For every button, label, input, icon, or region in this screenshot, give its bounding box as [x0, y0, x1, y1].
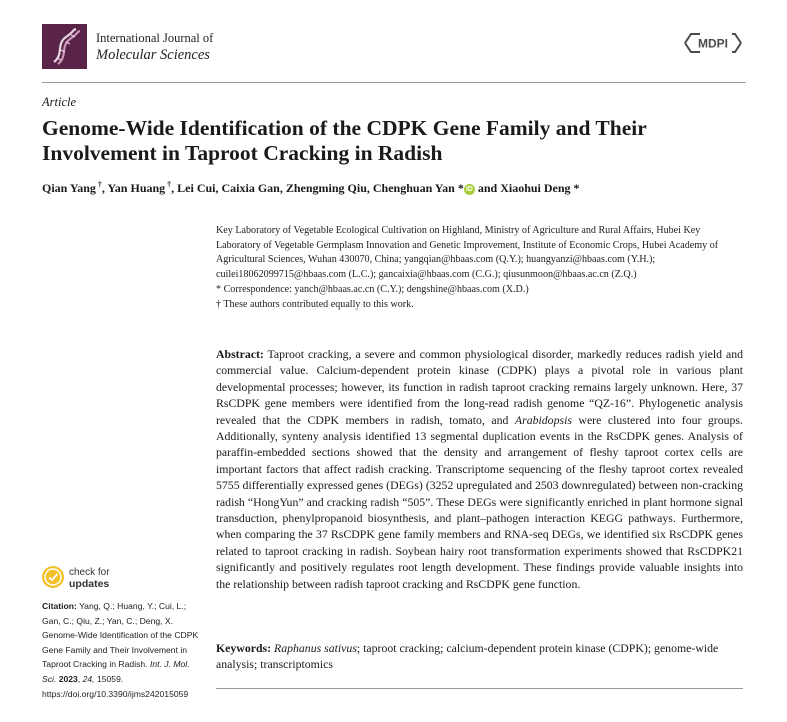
citation-year: 2023: [58, 673, 78, 684]
author-name: Xiaohui Deng: [500, 181, 571, 195]
author-list: Qian Yang †, Yan Huang †, Lei Cui, Caixia Gan, Zhengming Qiu, Chenghuan Yan * iD and Xiaohui Deng *: [42, 180, 580, 195]
author-name: Zhengming Qiu: [285, 181, 367, 195]
author-name: Lei Cui: [177, 181, 216, 195]
author-name: Qian Yang: [42, 181, 96, 195]
article-type: Article: [42, 95, 77, 109]
journal-name-line1: International Journal of: [96, 31, 214, 45]
keywords-label: Keywords:: [216, 641, 272, 655]
author-mark: *: [457, 181, 464, 195]
keywords-text: ; taproot cracking; calcium-dependent protein kinase (CDPK); genome-wide analysis; transcriptomics: [216, 641, 719, 672]
author-connector: and: [477, 181, 498, 195]
citation-label: Citation:: [42, 601, 77, 611]
abstract: [216, 346, 743, 592]
check-for-updates-button[interactable]: [42, 566, 162, 596]
author-mark: †: [97, 180, 102, 189]
mdpi-logo-icon: [682, 31, 744, 55]
citation-doi[interactable]: 15059. https://doi.org/10.3390/ijms242015059: [42, 673, 189, 699]
equal-contribution-note: † These authors contributed equally to this work.: [216, 298, 414, 310]
keywords: [216, 640, 743, 673]
keywords-divider: [216, 688, 743, 689]
correspondence-note: * Correspondence: yanch@hbaas.ac.cn (C.Y.); dengshine@hbaas.com (X.D.): [216, 283, 529, 295]
author-name: Yan Huang: [107, 181, 166, 195]
abstract-text-1: Taproot cracking, a severe and common physiological disorder, markedly reduces radish yield and commercial value. Calcium-dependent protein kinase (CDPK) plays a pivotal role in various plant developmental processes; however, its function in radish taproot cracking remains largely unknown. Here, 37 RsCDPK gene members were identified from the long-read radish genome “QZ-16”. Phylogenetic analysis revealed that the CDPK members in radish, tomato, and: [216, 347, 743, 427]
affiliations: [216, 224, 742, 312]
author-name: Chenghuan Yan: [372, 181, 455, 195]
header-divider: [42, 82, 746, 83]
citation-text: Yang, Q.; Huang, Y.; Cui, L.; Gan, C.; Qiu, Z.; Yan, C.; Deng, X. Genome-Wide Identification of the CDPK Gene Family and Their Involvement in Taproot Cracking in Radish.: [42, 601, 199, 670]
check-updates-icon: [42, 566, 64, 588]
mdpi-logo: [682, 31, 744, 55]
orcid-icon[interactable]: iD: [465, 186, 473, 193]
abstract-italic: Arabidopsis: [514, 412, 572, 427]
journal-name-line2: Molecular Sciences: [96, 47, 210, 63]
abstract-label: Abstract:: [216, 347, 264, 361]
citation-journal: Int. J. Mol. Sci.: [42, 659, 190, 684]
check-updates-line1: check for: [69, 567, 110, 578]
affiliation-main: Key Laboratory of Vegetable Ecological Cultivation on Highland, Ministry of Agriculture and Rural Affairs, Hubei Key Laboratory of Vegetable Germplasm Innovation and Genetic Improvement, Institute of Economic Crops, Hubei Academy of Agricultural Sciences, Wuhan 430070, China; yangqian@hbaas.com (Q.Y.); huangyanzi@hbaas.com (Y.H.); cuilei18062099715@hbaas.com (L.C.); gancaixia@hbaas.com (C.G.); qiusunmoon@hbaas.ac.cn (Z.Q.): [216, 225, 719, 281]
keyword-italic: Raphanus sativus: [274, 641, 357, 655]
citation-volume: 24,: [82, 673, 95, 684]
check-updates-line2: updates: [69, 578, 110, 590]
article-title: Genome-Wide Identification of the CDPK Gene Family and Their Involvement in Taproot Cracking in Radish: [42, 116, 647, 165]
author-name: Caixia Gan: [221, 181, 280, 195]
author-mark: †: [167, 180, 172, 189]
journal-logo: [42, 24, 87, 69]
citation: Citation: Yang, Q.; Huang, Y.; Cui, L.; Gan, C.; Qiu, Z.; Yan, C.; Deng, X. Genome-Wide Identification of the CDPK Gene Family and Their Involvement in Taproot Cracking in Radish. Int. J. Mol. Sci. 2023, 24, 15059. https://doi.org/10.3390/ijms242015059: [42, 601, 199, 699]
author-mark: *: [573, 181, 580, 195]
mdpi-text: MDPI: [698, 36, 728, 51]
abstract-text-2: were clustered into four groups. Additionally, synteny analysis identified 13 segmental duplication events in the RsCDPK genes. Analysis of paraffin-embedded sections showed that the density and arrangement of fleshy taproot cortex cells are important factors that affect radish cracking. Transcriptome sequencing of the fleshy taproot cortex revealed 5755 differentially expressed genes (DEGs) (3252 upregulated and 2503 downregulated) between non-cracking radish “HongYun” and cracking radish “505”. These DEGs were significantly enriched in plant hormone signal transduction, phenylpropanoid biosynthesis, and plant–pathogen interaction KEGG pathways. Furthermore, when comparing the 37 RsCDPK gene family members and RNA-seq DEGs, we identified six RsCDPK genes related to taproot cracking in radish. Soybean hairy root transformation experiments showed that RsCDPK21 significantly and positively regulates root length development. These findings provide valuable insights into the relationship between radish taproot cracking and RsCDPK gene function.: [216, 412, 743, 591]
dna-helix-icon: [42, 24, 87, 69]
